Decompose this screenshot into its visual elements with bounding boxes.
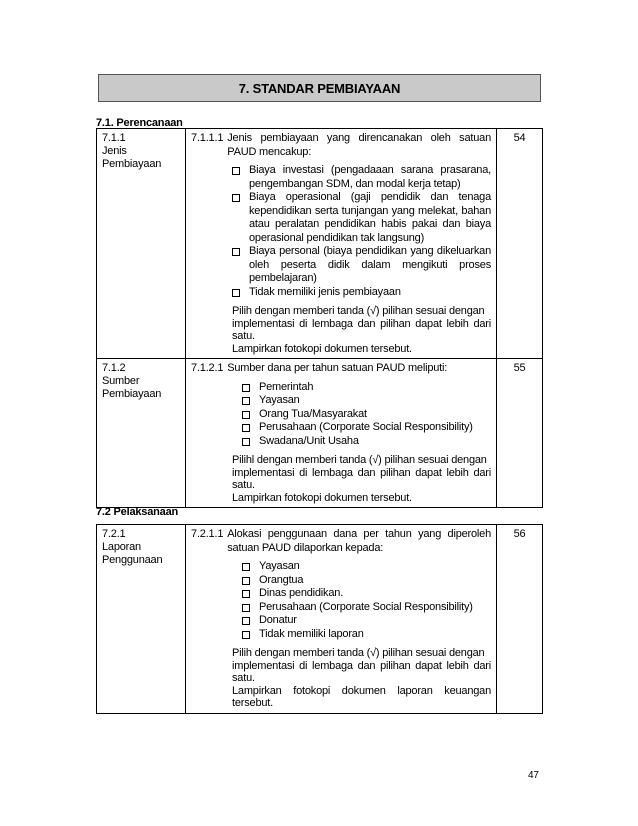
item-number: 7.1.2.1 bbox=[191, 362, 224, 374]
standard-code-cell bbox=[97, 129, 186, 359]
item-text: Jenis pembiayaan yang direncanakan oleh satuan PAUD mencakup: bbox=[227, 132, 491, 158]
standard-code-cell bbox=[97, 525, 186, 714]
instruction-line: Pilihl dengan memberi tanda (√) pilihan sesuai dengan bbox=[232, 454, 487, 466]
option-label: Biaya operasional (gaji pendidik dan tenaga kependidikan serta tunjangan yang melekat, bahan atau peralatan pendidikan habis pakai dan biaya operasional pendidikan tak langsung) bbox=[249, 191, 491, 244]
option-label: Swadana/Unit Usaha bbox=[259, 434, 359, 447]
checkbox-icon[interactable] bbox=[242, 577, 250, 585]
page-number: 47 bbox=[528, 770, 539, 781]
checkbox-icon[interactable] bbox=[242, 438, 250, 446]
item-cell bbox=[186, 525, 497, 714]
item-body bbox=[191, 164, 491, 355]
option-label: Perusahaan (Corporate Social Responsibility) bbox=[259, 600, 473, 613]
table-pelaksanaan bbox=[96, 524, 543, 714]
instruction-line: Lampirkan fotokopi dokumen laporan keuangan tersebut. bbox=[232, 684, 491, 709]
checkbox-icon[interactable] bbox=[242, 631, 250, 639]
item-body bbox=[191, 381, 491, 505]
option-label: Biaya personal (biaya pendidikan yang dikeluarkan oleh peserta didik dalam mengikuti proses pembelajaran) bbox=[249, 245, 491, 284]
score-number: 55 bbox=[513, 362, 526, 374]
item-statement bbox=[191, 528, 491, 555]
option-label: Tidak memiliki jenis pembiayaan bbox=[249, 285, 401, 298]
option-item[interactable] bbox=[242, 574, 491, 588]
standard-code-cell bbox=[97, 359, 186, 508]
option-item[interactable] bbox=[242, 560, 491, 574]
option-list bbox=[232, 164, 491, 299]
standard-name-line: Jenis bbox=[102, 145, 127, 157]
checkbox-icon[interactable] bbox=[242, 617, 250, 625]
instruction-line: implementasi di lembaga dan pilihan dapat lebih dari satu. bbox=[232, 466, 491, 491]
checkbox-icon[interactable] bbox=[242, 590, 250, 598]
standard-name-line: Sumber bbox=[102, 375, 140, 387]
option-label: Orang Tua/Masyarakat bbox=[259, 407, 367, 420]
instruction-note bbox=[232, 647, 491, 710]
section-heading-pelaksanaan: 7.2 Pelaksanaan bbox=[96, 506, 179, 518]
table-row bbox=[97, 359, 543, 508]
item-number: 7.2.1.1 bbox=[191, 528, 224, 540]
instruction-line: implementasi di lembaga dan pilihan dapat lebih dari satu. bbox=[232, 317, 491, 342]
checkbox-icon[interactable] bbox=[232, 167, 240, 175]
checkbox-icon[interactable] bbox=[242, 604, 250, 612]
table-perencanaan bbox=[96, 128, 543, 508]
option-item[interactable] bbox=[242, 394, 491, 408]
page-title-text: 7. STANDAR PEMBIAYAAN bbox=[238, 80, 401, 96]
instruction-note bbox=[232, 305, 491, 355]
option-label: Orangtua bbox=[259, 573, 304, 586]
item-statement bbox=[191, 362, 491, 376]
instruction-line: Pilih dengan memberi tanda (√) pilihan sesuai dengan bbox=[232, 647, 485, 659]
option-label: Biaya investasi (pengadaaan sarana prasarana, pengembangan SDM, dan modal kerja tetap) bbox=[249, 164, 491, 190]
standard-code: 7.1.2 bbox=[102, 362, 126, 374]
item-cell bbox=[186, 129, 497, 359]
option-item[interactable] bbox=[242, 408, 491, 422]
option-item[interactable] bbox=[242, 614, 491, 628]
option-label: Pemerintah bbox=[259, 380, 314, 393]
checkbox-icon[interactable] bbox=[242, 563, 250, 571]
standard-name-line: Penggunaan bbox=[102, 554, 163, 566]
standard-name-line: Laporan bbox=[102, 541, 141, 553]
option-label: Yayasan bbox=[259, 560, 300, 572]
score-number: 54 bbox=[513, 132, 526, 144]
score-number: 56 bbox=[513, 528, 526, 540]
checkbox-icon[interactable] bbox=[232, 194, 240, 202]
checkbox-icon[interactable] bbox=[242, 424, 250, 432]
option-item[interactable] bbox=[242, 381, 491, 395]
instruction-line: Pilih dengan memberi tanda (√) pilihan sesuai dengan bbox=[232, 305, 485, 317]
table-row bbox=[97, 129, 543, 359]
instruction-line: Lampirkan fotokopi dokumen tersebut. bbox=[232, 491, 412, 504]
option-item[interactable] bbox=[242, 601, 491, 615]
score-cell bbox=[497, 525, 543, 714]
instruction-note bbox=[232, 454, 491, 504]
checkbox-icon[interactable] bbox=[232, 248, 240, 256]
option-label: Dinas pendidikan. bbox=[259, 587, 344, 599]
page-title bbox=[98, 74, 541, 102]
standard-name-line: Pembiayaan bbox=[102, 388, 162, 400]
option-label: Yayasan bbox=[259, 394, 300, 406]
option-item[interactable] bbox=[242, 435, 491, 449]
option-list bbox=[242, 381, 491, 449]
item-body bbox=[191, 560, 491, 710]
option-item[interactable] bbox=[242, 587, 491, 601]
standard-name-line: Pembiayaan bbox=[102, 158, 162, 170]
option-list bbox=[242, 560, 491, 641]
standard-code: 7.1.1 bbox=[102, 132, 126, 144]
option-item[interactable] bbox=[232, 245, 491, 286]
instruction-line: Lampirkan fotokopi dokumen tersebut. bbox=[232, 342, 412, 355]
checkbox-icon[interactable] bbox=[242, 411, 250, 419]
section-heading-perencanaan: 7.1. Perencanaan bbox=[96, 117, 183, 129]
checkbox-icon[interactable] bbox=[232, 289, 240, 297]
option-item[interactable] bbox=[232, 191, 491, 245]
option-label: Perusahaan (Corporate Social Responsibility) bbox=[259, 421, 473, 433]
item-text: Sumber dana per tahun satuan PAUD meliputi: bbox=[227, 362, 448, 374]
score-cell bbox=[497, 359, 543, 508]
checkbox-icon[interactable] bbox=[242, 397, 250, 405]
score-cell bbox=[497, 129, 543, 359]
option-item[interactable] bbox=[242, 421, 491, 435]
option-label: Donatur bbox=[259, 614, 297, 626]
item-cell bbox=[186, 359, 497, 508]
table-row bbox=[97, 525, 543, 714]
checkbox-icon[interactable] bbox=[242, 384, 250, 392]
instruction-line: implementasi di lembaga dan pilihan dapat lebih dari satu. bbox=[232, 659, 491, 684]
standard-code: 7.2.1 bbox=[102, 528, 126, 540]
item-statement bbox=[191, 132, 491, 159]
option-item[interactable] bbox=[242, 628, 491, 642]
option-item[interactable] bbox=[232, 164, 491, 191]
item-number: 7.1.1.1 bbox=[191, 132, 224, 144]
option-label: Tidak memiliki laporan bbox=[259, 627, 364, 640]
option-item[interactable] bbox=[232, 286, 491, 300]
item-text: Alokasi penggunaan dana per tahun yang diperoleh satuan PAUD dilaporkan kepada: bbox=[227, 528, 491, 554]
